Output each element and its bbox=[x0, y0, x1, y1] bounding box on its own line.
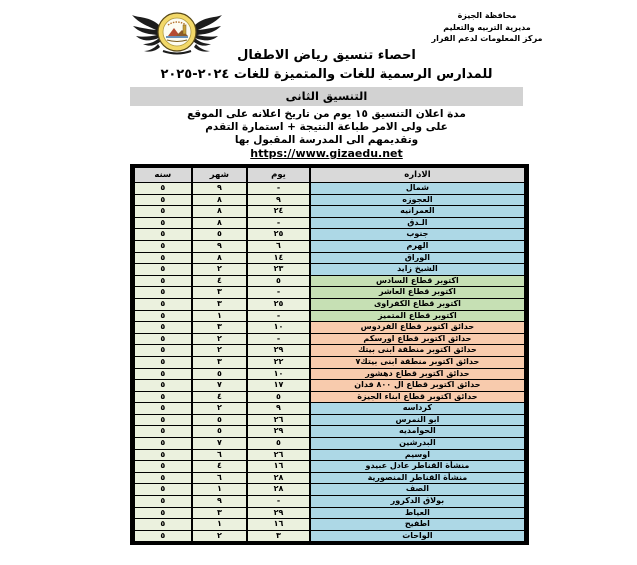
admin-cell: الحوامديه bbox=[310, 426, 525, 438]
title-line-1: احصاء تنسيق رياض الاطفال bbox=[237, 48, 416, 63]
day-cell: ٩ bbox=[247, 194, 310, 206]
admin-cell: منشأة القناطر عادل عبيدو bbox=[310, 461, 525, 473]
table-row bbox=[134, 194, 525, 206]
month-cell: ٧ bbox=[192, 380, 248, 392]
admin-cell: جنوب bbox=[310, 229, 525, 241]
day-cell: ٥ bbox=[247, 275, 310, 287]
month-cell: ٤ bbox=[192, 275, 248, 287]
admin-cell: العجوزه bbox=[310, 194, 525, 206]
admin-cell: الوراق bbox=[310, 252, 525, 264]
month-cell: ٣ bbox=[192, 322, 248, 334]
admin-cell: الهرم bbox=[310, 240, 525, 252]
day-cell: ١٧ bbox=[247, 380, 310, 392]
admin-cell: حدائق اكتوبر قطاع دهشور bbox=[310, 368, 525, 380]
table-row bbox=[134, 368, 525, 380]
table-row bbox=[134, 287, 525, 299]
year-cell: ٥ bbox=[134, 240, 192, 252]
day-cell: - bbox=[247, 287, 310, 299]
admin-cell: حدائق اكتوبر منطقة ابنى بيتك٧ bbox=[310, 356, 525, 368]
table-row bbox=[134, 380, 525, 392]
day-cell: ١٠ bbox=[247, 322, 310, 334]
instructions-block bbox=[130, 108, 523, 161]
day-cell: - bbox=[247, 183, 310, 195]
admin-cell: حدائق اكتوبر قطاع اورسكم bbox=[310, 333, 525, 345]
year-cell: ٥ bbox=[134, 472, 192, 484]
year-cell: ٥ bbox=[134, 206, 192, 218]
day-cell: ١٦ bbox=[247, 461, 310, 473]
month-cell: ٧ bbox=[192, 438, 248, 450]
title-line-2: للمدارس الرسمية للغات والمتميزة للغات ٢٠٢٤-٢٠٢٥ bbox=[160, 67, 493, 82]
table-row bbox=[134, 496, 525, 508]
header-admin: الاداره bbox=[310, 168, 525, 183]
day-cell: ٢٥ bbox=[247, 298, 310, 310]
table-row bbox=[134, 426, 525, 438]
table-row bbox=[134, 229, 525, 241]
day-cell: ١٠ bbox=[247, 368, 310, 380]
admin-cell: كرداسه bbox=[310, 403, 525, 415]
website-link[interactable]: https://www.gizaedu.net bbox=[250, 147, 403, 160]
year-cell: ٥ bbox=[134, 496, 192, 508]
admin-cell: حدائق اكتوبر قطاع الفردوس bbox=[310, 322, 525, 334]
day-cell: ٢٣ bbox=[247, 264, 310, 276]
month-cell: ١ bbox=[192, 310, 248, 322]
governorate-line: محافظة الجيزة bbox=[457, 11, 517, 20]
table-row bbox=[134, 484, 525, 496]
year-cell: ٥ bbox=[134, 287, 192, 299]
year-cell: ٥ bbox=[134, 426, 192, 438]
header-month: شهر bbox=[192, 168, 248, 183]
table-row bbox=[134, 240, 525, 252]
month-cell: ٨ bbox=[192, 206, 248, 218]
year-cell: ٥ bbox=[134, 461, 192, 473]
table-row bbox=[134, 275, 525, 287]
year-cell: ٥ bbox=[134, 333, 192, 345]
table-header-row bbox=[134, 168, 525, 183]
year-cell: ٥ bbox=[134, 530, 192, 542]
year-cell: ٥ bbox=[134, 380, 192, 392]
year-cell: ٥ bbox=[134, 391, 192, 403]
admin-cell: الواحات bbox=[310, 530, 525, 542]
governorate-header bbox=[387, 10, 587, 45]
header-day: يوم bbox=[247, 168, 310, 183]
year-cell: ٥ bbox=[134, 507, 192, 519]
year-cell: ٥ bbox=[134, 183, 192, 195]
table-row bbox=[134, 472, 525, 484]
month-cell: ٦ bbox=[192, 449, 248, 461]
day-cell: ٢٩ bbox=[247, 426, 310, 438]
table-row bbox=[134, 183, 525, 195]
month-cell: ٩ bbox=[192, 240, 248, 252]
admin-cell: اوسيم bbox=[310, 449, 525, 461]
year-cell: ٥ bbox=[134, 449, 192, 461]
month-cell: ٤ bbox=[192, 391, 248, 403]
year-cell: ٥ bbox=[134, 194, 192, 206]
instruction-line: على ولى الامر طباعة النتيجة + استمارة التقدم bbox=[205, 121, 448, 133]
table-row bbox=[134, 519, 525, 531]
day-cell: ٩ bbox=[247, 403, 310, 415]
table-row bbox=[134, 264, 525, 276]
table-row bbox=[134, 507, 525, 519]
month-cell: ١ bbox=[192, 484, 248, 496]
day-cell: ٢٩ bbox=[247, 345, 310, 357]
admin-cell: العمرانيه bbox=[310, 206, 525, 218]
table-row bbox=[134, 438, 525, 450]
admin-cell: اطفيح bbox=[310, 519, 525, 531]
year-cell: ٥ bbox=[134, 519, 192, 531]
month-cell: ٢ bbox=[192, 264, 248, 276]
month-cell: ٢ bbox=[192, 333, 248, 345]
admin-cell: حدائق اكتوبر منطقة ابنى بيتك bbox=[310, 345, 525, 357]
document-title bbox=[130, 46, 523, 84]
table-row bbox=[134, 206, 525, 218]
admin-cell: اكتوبر قطاع العاشر bbox=[310, 287, 525, 299]
table-row bbox=[134, 310, 525, 322]
table-row bbox=[134, 252, 525, 264]
month-cell: ٤ bbox=[192, 461, 248, 473]
day-cell: - bbox=[247, 333, 310, 345]
admin-cell: الصف bbox=[310, 484, 525, 496]
month-cell: ١ bbox=[192, 519, 248, 531]
banner-label: التنسيق الثانى bbox=[285, 89, 368, 103]
day-cell: ١٦ bbox=[247, 519, 310, 531]
month-cell: ٣ bbox=[192, 356, 248, 368]
admin-cell: حدائق اكتوبر قطاع ال ٨٠٠ فدان bbox=[310, 380, 525, 392]
admin-cell: الشيخ زايد bbox=[310, 264, 525, 276]
coordination-table bbox=[130, 164, 529, 545]
year-cell: ٥ bbox=[134, 356, 192, 368]
table-row bbox=[134, 345, 525, 357]
year-cell: ٥ bbox=[134, 345, 192, 357]
month-cell: ٣ bbox=[192, 287, 248, 299]
year-cell: ٥ bbox=[134, 264, 192, 276]
month-cell: ٥ bbox=[192, 426, 248, 438]
day-cell: ١٤ bbox=[247, 252, 310, 264]
admin-cell: منشأة القناطر المنصورية bbox=[310, 472, 525, 484]
month-cell: ٩ bbox=[192, 496, 248, 508]
year-cell: ٥ bbox=[134, 414, 192, 426]
day-cell: ٢٤ bbox=[247, 206, 310, 218]
day-cell: ٢٦ bbox=[247, 414, 310, 426]
year-cell: ٥ bbox=[134, 252, 192, 264]
banner bbox=[130, 87, 523, 106]
instruction-line: مدة اعلان التنسيق ١٥ يوم من تاريخ اعلانه على الموقع bbox=[187, 108, 466, 120]
header-year: سنه bbox=[134, 168, 192, 183]
month-cell: ٢ bbox=[192, 345, 248, 357]
year-cell: ٥ bbox=[134, 217, 192, 229]
month-cell: ٥ bbox=[192, 414, 248, 426]
day-cell: ٢٦ bbox=[247, 449, 310, 461]
day-cell: ٢٩ bbox=[247, 507, 310, 519]
admin-cell: الـدق bbox=[310, 217, 525, 229]
month-cell: ٩ bbox=[192, 183, 248, 195]
table-row bbox=[134, 298, 525, 310]
year-cell: ٥ bbox=[134, 438, 192, 450]
admin-cell: العياط bbox=[310, 507, 525, 519]
day-cell: ٢٢ bbox=[247, 356, 310, 368]
day-cell: ٢٨ bbox=[247, 472, 310, 484]
instruction-line: وتقديمهم الى المدرسة المقبول بها bbox=[234, 134, 419, 146]
month-cell: ٢ bbox=[192, 530, 248, 542]
table-row bbox=[134, 461, 525, 473]
year-cell: ٥ bbox=[134, 368, 192, 380]
day-cell: ٥ bbox=[247, 391, 310, 403]
info-center-line: مركز المعلومات لدعم القرار bbox=[431, 34, 543, 43]
month-cell: ٢ bbox=[192, 403, 248, 415]
table-row bbox=[134, 333, 525, 345]
directorate-line: مديرية التربيه والتعليم bbox=[443, 22, 531, 32]
month-cell: ٥ bbox=[192, 368, 248, 380]
year-cell: ٥ bbox=[134, 229, 192, 241]
coordination-table-body bbox=[134, 183, 525, 542]
day-cell: ٦ bbox=[247, 240, 310, 252]
year-cell: ٥ bbox=[134, 322, 192, 334]
day-cell: - bbox=[247, 217, 310, 229]
admin-cell: اكتوبر قطاع الكفراوى bbox=[310, 298, 525, 310]
day-cell: ٥ bbox=[247, 438, 310, 450]
year-cell: ٥ bbox=[134, 275, 192, 287]
admin-cell: اكتوبر قطاع المتميز bbox=[310, 310, 525, 322]
month-cell: ٣ bbox=[192, 507, 248, 519]
admin-cell: ابو النمرس bbox=[310, 414, 525, 426]
admin-cell: بولاق الدكرور bbox=[310, 496, 525, 508]
table-row bbox=[134, 414, 525, 426]
day-cell: - bbox=[247, 310, 310, 322]
month-cell: ٦ bbox=[192, 472, 248, 484]
year-cell: ٥ bbox=[134, 298, 192, 310]
table-row bbox=[134, 530, 525, 542]
month-cell: ٣ bbox=[192, 298, 248, 310]
table-row bbox=[134, 356, 525, 368]
table-row bbox=[134, 391, 525, 403]
table-row bbox=[134, 217, 525, 229]
admin-cell: حدائق اكتوبر قطاع ابناء الجيزة bbox=[310, 391, 525, 403]
admin-cell: اكتوبر قطاع السادس bbox=[310, 275, 525, 287]
month-cell: ٥ bbox=[192, 229, 248, 241]
month-cell: ٨ bbox=[192, 217, 248, 229]
table-row bbox=[134, 403, 525, 415]
year-cell: ٥ bbox=[134, 403, 192, 415]
table-row bbox=[134, 322, 525, 334]
day-cell: - bbox=[247, 496, 310, 508]
day-cell: ٣ bbox=[247, 530, 310, 542]
table-row bbox=[134, 449, 525, 461]
day-cell: ٢٥ bbox=[247, 229, 310, 241]
month-cell: ٨ bbox=[192, 194, 248, 206]
admin-cell: شمال bbox=[310, 183, 525, 195]
month-cell: ٨ bbox=[192, 252, 248, 264]
year-cell: ٥ bbox=[134, 484, 192, 496]
day-cell: ٢٨ bbox=[247, 484, 310, 496]
year-cell: ٥ bbox=[134, 310, 192, 322]
admin-cell: البدرشين bbox=[310, 438, 525, 450]
